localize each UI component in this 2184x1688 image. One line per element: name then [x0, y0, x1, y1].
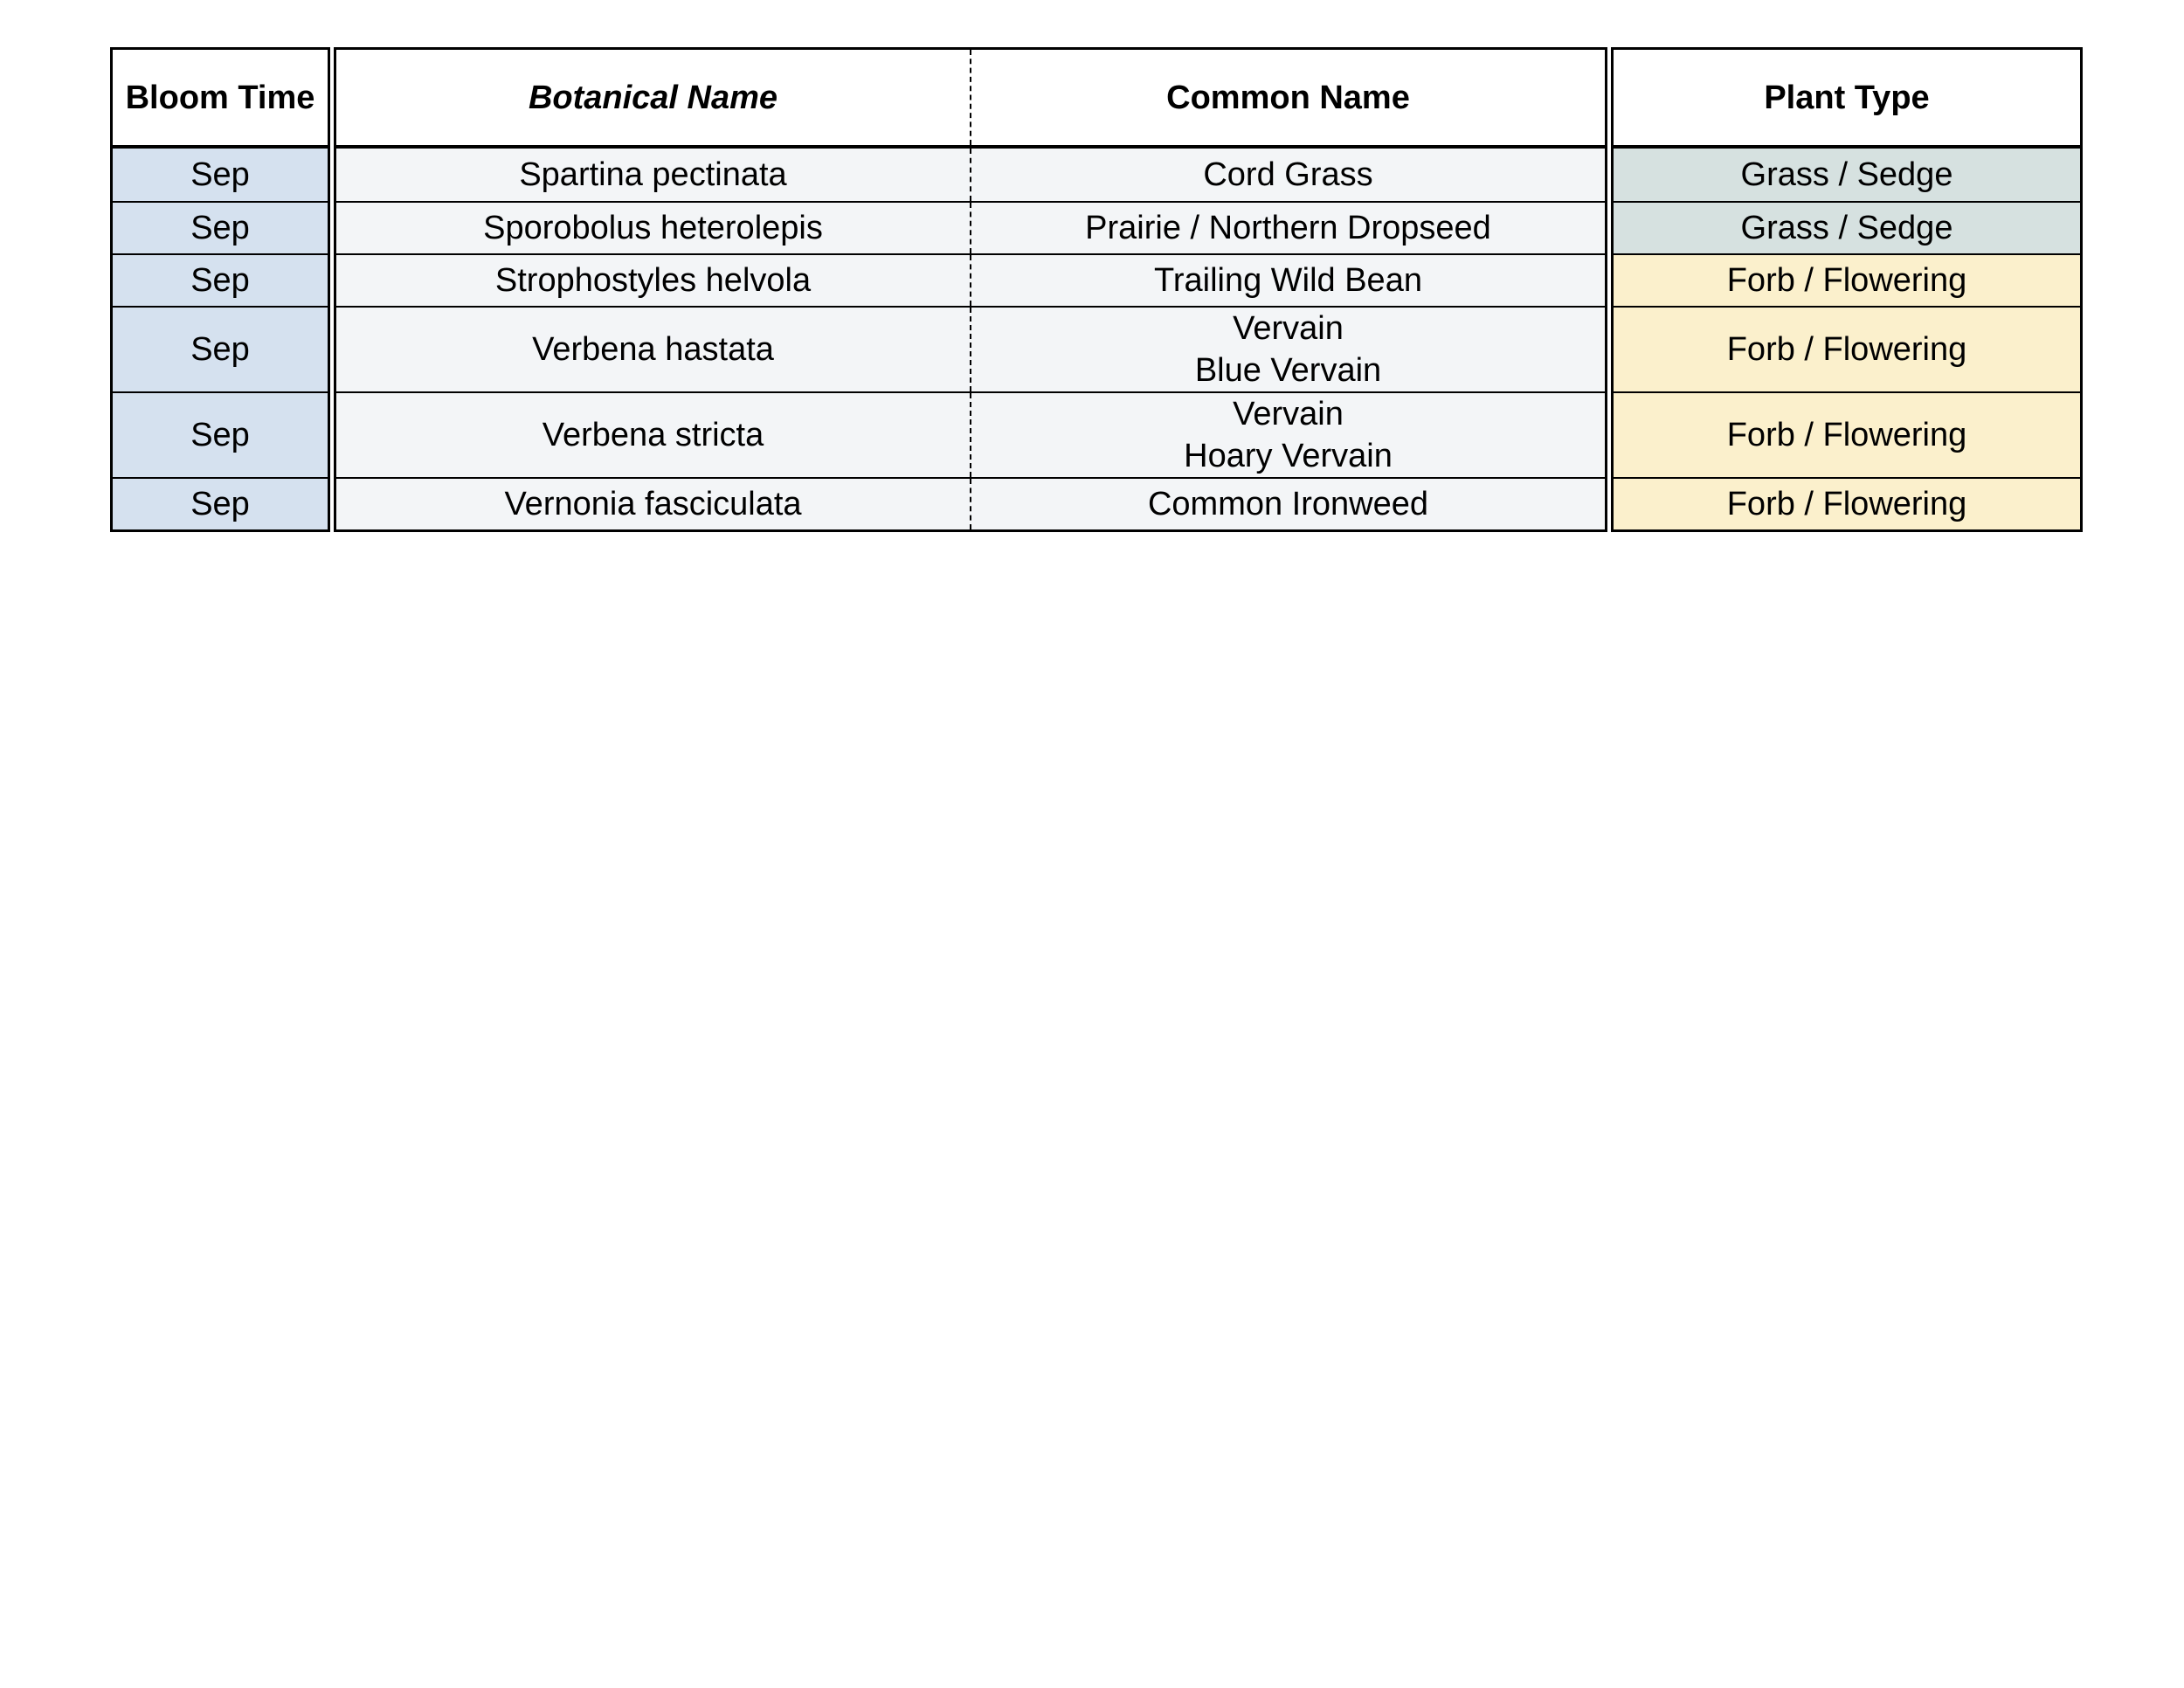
table-row	[1614, 253, 2080, 306]
header-common-name: Common Name	[1166, 79, 1410, 116]
table-row	[1614, 391, 2080, 477]
common-name-cell	[971, 479, 1605, 529]
table-header-row	[1614, 50, 2080, 149]
header-botanical-name: Botanical Name	[336, 50, 971, 145]
table-row	[336, 391, 1605, 477]
common-name-lines	[1154, 259, 1422, 301]
common-name-line: Vervain	[1233, 396, 1344, 432]
plant-type-cell: Forb / Flowering	[1726, 262, 1967, 299]
common-name-lines	[1148, 483, 1428, 525]
common-name-cell	[971, 203, 1605, 253]
common-name-lines	[1195, 308, 1381, 391]
botanical-name-cell: Sporobolus heterolepis	[336, 203, 971, 253]
table-row	[336, 306, 1605, 391]
common-name-line: Blue Vervain	[1194, 352, 1382, 389]
common-name-cell	[971, 255, 1605, 306]
plant-type-cell: Forb / Flowering	[1726, 331, 1967, 368]
botanical-name-cell: Strophostyles helvola	[336, 255, 971, 306]
table-row	[1614, 201, 2080, 253]
table-row	[113, 391, 328, 477]
botanical-name-cell: Verbena stricta	[336, 393, 971, 477]
bloom-time-cell: Sep	[190, 331, 250, 368]
table-row	[1614, 149, 2080, 201]
plant-type-cell: Grass / Sedge	[1740, 210, 1953, 246]
table-row	[336, 201, 1605, 253]
botanical-name-cell: Vernonia fasciculata	[336, 479, 971, 529]
common-name-line: Vervain	[1233, 310, 1344, 347]
table-row	[113, 477, 328, 529]
names-column-group	[334, 47, 1607, 532]
table-row	[336, 149, 1605, 201]
table-row	[113, 149, 328, 201]
common-name-line: Cord Grass	[1203, 156, 1373, 193]
bloom-time-cell: Sep	[190, 262, 250, 299]
bloom-time-cell: Sep	[190, 156, 250, 193]
common-name-cell	[971, 308, 1605, 391]
table-header-row	[113, 50, 328, 149]
table-row	[1614, 306, 2080, 391]
header-bloom-time: Bloom Time	[125, 79, 315, 116]
common-name-lines	[1184, 393, 1393, 477]
table-row	[113, 201, 328, 253]
bloom-time-cell: Sep	[190, 417, 250, 453]
table-row	[113, 253, 328, 306]
bloom-time-column	[110, 47, 330, 532]
common-name-lines	[1085, 207, 1491, 249]
plant-type-cell: Grass / Sedge	[1740, 156, 1953, 193]
common-name-lines	[1203, 154, 1372, 196]
botanical-name-cell: Verbena hastata	[336, 308, 971, 391]
plant-type-cell: Forb / Flowering	[1726, 417, 1967, 453]
bloom-time-cell: Sep	[190, 210, 250, 246]
common-name-line: Hoary Vervain	[1184, 438, 1393, 474]
table-row	[336, 477, 1605, 529]
plant-type-cell: Forb / Flowering	[1726, 486, 1967, 522]
common-name-cell	[971, 149, 1605, 201]
botanical-name-cell: Spartina pectinata	[336, 149, 971, 201]
common-name-line: Common Ironweed	[1147, 486, 1429, 522]
common-name-cell	[971, 393, 1605, 477]
common-name-line: Prairie / Northern Dropseed	[1085, 210, 1491, 246]
table-row	[336, 253, 1605, 306]
table-row	[1614, 477, 2080, 529]
header-plant-type: Plant Type	[1764, 79, 1930, 116]
table-header-row	[336, 50, 1605, 149]
bloom-time-cell: Sep	[190, 486, 250, 522]
table-row	[113, 306, 328, 391]
plant-type-column	[1611, 47, 2083, 532]
common-name-line: Trailing Wild Bean	[1154, 262, 1422, 299]
